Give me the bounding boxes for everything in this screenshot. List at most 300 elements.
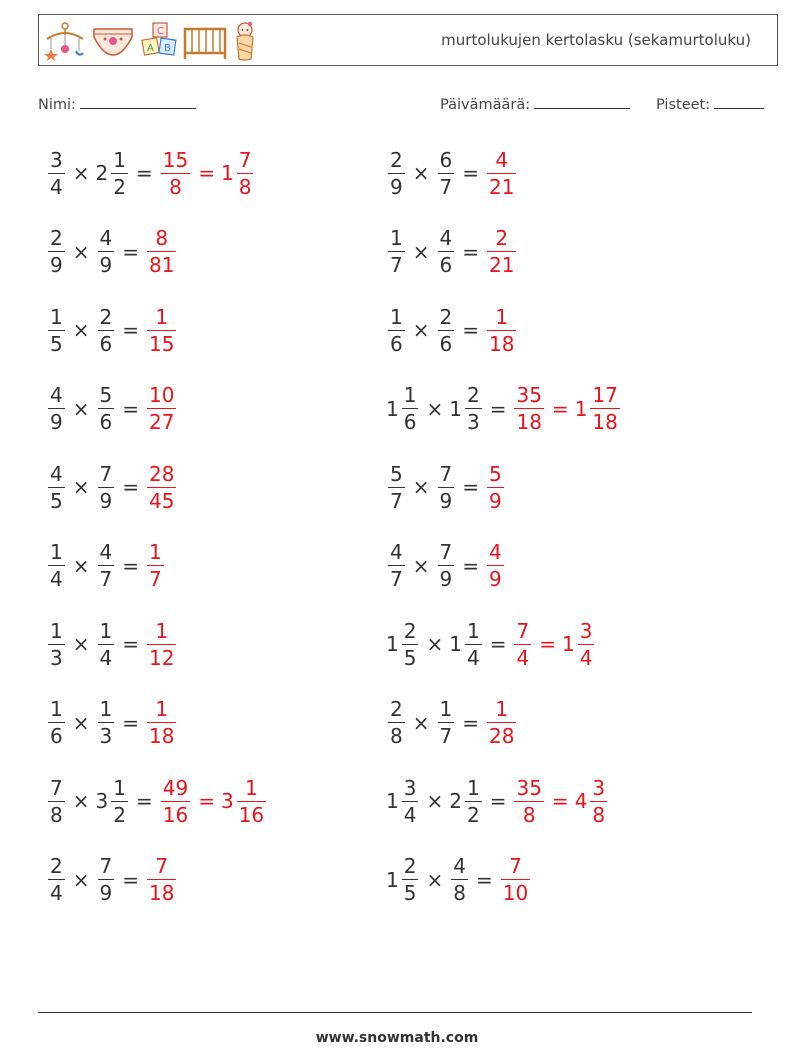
equals-sign: = (462, 239, 479, 264)
answer-fraction (514, 775, 543, 827)
equals-sign: = (122, 396, 139, 421)
numerator: 2 (403, 618, 417, 643)
problem-12 (386, 534, 506, 598)
footer-url[interactable]: www.snowmath.com (315, 1030, 479, 1046)
answer (512, 618, 596, 670)
problem-15 (46, 691, 178, 755)
first-factor-fraction (388, 461, 405, 513)
numerator: 2 (466, 383, 480, 407)
whole-number: 3 (220, 789, 234, 813)
second-factor (96, 618, 117, 670)
answer-equals-sign: = (551, 396, 569, 421)
answer (145, 542, 166, 589)
first-factor-fraction (48, 542, 65, 589)
problem-7 (46, 377, 178, 441)
numerator: 3 (50, 147, 63, 172)
first-factor-fraction (48, 228, 65, 275)
second-factor-fraction (98, 385, 115, 432)
numerator: 2 (50, 854, 63, 878)
denominator: 81 (149, 253, 175, 277)
denominator: 18 (489, 331, 515, 356)
denominator: 7 (99, 567, 113, 591)
numerator: 7 (238, 147, 252, 172)
numerator: 1 (149, 540, 162, 564)
equals-sign: = (122, 867, 139, 892)
answer-fraction (147, 542, 164, 589)
answer-fraction (487, 147, 516, 199)
denominator: 4 (99, 645, 113, 670)
numerator: 10 (149, 383, 175, 407)
answer-fraction (147, 385, 176, 432)
times-sign: × (412, 239, 430, 264)
date-field[interactable] (440, 94, 630, 113)
denominator: 7 (439, 724, 453, 748)
answer-mixed-number-fraction (590, 385, 619, 432)
numerator: 7 (439, 540, 453, 564)
second-factor-fraction (438, 699, 455, 746)
numerator: 1 (495, 304, 509, 329)
denominator: 4 (50, 881, 63, 905)
svg-text:A: A (147, 43, 154, 54)
name-blank[interactable] (80, 94, 196, 109)
numerator: 7 (516, 618, 530, 643)
problem-16 (386, 691, 518, 755)
answer (485, 461, 506, 513)
crib-icon (183, 21, 227, 61)
answer-fraction (487, 228, 516, 275)
numerator: 17 (592, 383, 618, 407)
whole-number: 1 (386, 396, 399, 421)
times-sign: × (412, 475, 430, 499)
answer-mixed-number (220, 775, 268, 827)
denominator: 9 (50, 253, 63, 277)
first-factor (46, 147, 67, 199)
numerator: 1 (390, 304, 403, 329)
first-factor-fraction (48, 699, 65, 746)
problem-4 (386, 220, 518, 284)
second-factor (96, 461, 117, 513)
denominator: 16 (238, 802, 265, 827)
numerator: 1 (50, 304, 63, 329)
second-factor (436, 461, 457, 513)
answer (145, 618, 178, 670)
second-factor (449, 775, 483, 827)
second-factor (95, 775, 130, 827)
second-factor (436, 304, 457, 356)
answer (159, 147, 256, 199)
equals-sign: = (122, 239, 139, 264)
first-factor-fraction (388, 542, 405, 589)
times-sign: × (412, 710, 430, 735)
denominator: 9 (439, 567, 453, 591)
numerator: 2 (495, 226, 509, 250)
numerator: 7 (155, 854, 169, 878)
equals-sign: = (462, 710, 479, 735)
numerator: 4 (99, 226, 113, 250)
denominator: 4 (516, 645, 530, 670)
denominator: 2 (113, 174, 126, 199)
first-factor (386, 699, 407, 746)
times-sign: × (412, 161, 430, 185)
numerator: 4 (50, 383, 63, 407)
denominator: 5 (403, 645, 417, 670)
numerator: 4 (453, 854, 466, 878)
numerator: 1 (155, 304, 169, 329)
second-factor-fraction (98, 618, 115, 670)
numerator: 1 (99, 618, 113, 643)
first-factor (46, 461, 67, 513)
first-factor (386, 461, 407, 513)
answer-fraction (514, 385, 543, 432)
first-factor-fraction (48, 304, 65, 356)
equals-sign: = (122, 475, 139, 499)
header-icons (43, 21, 259, 61)
second-factor-fraction (465, 775, 482, 827)
numerator: 1 (99, 697, 113, 721)
numerator: 6 (439, 147, 453, 172)
worksheet-header (38, 14, 778, 66)
problem-5 (46, 298, 178, 362)
denominator: 4 (403, 802, 417, 827)
first-factor-fraction (388, 699, 405, 746)
first-factor (46, 304, 67, 356)
answer-equals-sign: = (198, 789, 215, 813)
times-sign: × (72, 632, 90, 656)
denominator: 9 (489, 488, 502, 513)
denominator: 9 (99, 881, 113, 905)
first-factor (46, 775, 67, 827)
denominator: 6 (390, 331, 403, 356)
first-factor (386, 228, 407, 275)
first-factor (46, 856, 67, 903)
whole-number: 1 (386, 789, 399, 813)
second-factor-fraction (98, 699, 115, 746)
denominator: 6 (50, 724, 63, 748)
times-sign: × (72, 396, 90, 421)
first-factor-fraction (48, 385, 65, 432)
numerator: 7 (509, 854, 522, 878)
first-factor-fraction (48, 147, 65, 199)
answer-fraction (487, 542, 504, 589)
denominator: 3 (466, 410, 480, 434)
answer (512, 385, 621, 432)
first-factor-fraction (48, 618, 65, 670)
abc-blocks-icon (139, 21, 179, 61)
denominator: 7 (390, 488, 403, 513)
name-label: Nimi: (38, 97, 76, 113)
denominator: 3 (50, 645, 63, 670)
numerator: 7 (439, 461, 453, 486)
numerator: 2 (403, 854, 417, 878)
second-factor (96, 228, 117, 275)
numerator: 3 (403, 775, 417, 800)
denominator: 21 (489, 253, 515, 277)
second-factor-fraction (98, 542, 115, 589)
second-factor-fraction (438, 228, 455, 275)
swaddled-baby-icon (231, 21, 259, 61)
second-factor (436, 147, 457, 199)
times-sign: × (72, 318, 90, 342)
denominator: 21 (489, 174, 515, 199)
first-factor-fraction (48, 775, 65, 827)
equals-sign: = (462, 161, 479, 185)
second-factor-fraction (451, 856, 468, 903)
problem-19 (46, 848, 178, 912)
numerator: 1 (495, 697, 509, 721)
first-factor (386, 385, 420, 432)
second-factor-fraction (438, 461, 455, 513)
problem-11 (46, 534, 166, 598)
numerator: 1 (113, 147, 126, 172)
answer (485, 304, 518, 356)
whole-number: 1 (449, 632, 462, 656)
whole-number: 2 (95, 161, 109, 185)
second-factor-fraction (465, 385, 482, 432)
denominator: 4 (50, 174, 63, 199)
answer-fraction (514, 618, 531, 670)
first-factor (46, 385, 67, 432)
numerator: 7 (99, 854, 113, 878)
problem-14 (386, 612, 596, 676)
answer-fraction (147, 461, 176, 513)
denominator: 4 (579, 645, 593, 670)
answer (145, 385, 178, 432)
problem-13 (46, 612, 178, 676)
second-factor-fraction (465, 618, 482, 670)
numerator: 4 (50, 461, 63, 486)
whole-number: 1 (449, 396, 462, 421)
times-sign: × (72, 475, 90, 499)
whole-number: 1 (574, 396, 588, 421)
answer (145, 461, 178, 513)
answer (485, 147, 518, 199)
times-sign: × (412, 318, 430, 342)
denominator: 9 (99, 488, 113, 513)
equals-sign: = (489, 396, 507, 421)
second-factor (449, 385, 483, 432)
denominator: 4 (50, 567, 63, 591)
answer (499, 856, 532, 903)
problem-17 (46, 769, 268, 833)
answer (485, 699, 518, 746)
score-blank[interactable] (714, 94, 764, 109)
times-sign: × (72, 161, 90, 185)
answer-fraction (487, 461, 504, 513)
score-label: Pisteet: (656, 97, 711, 113)
answer-fraction (161, 147, 190, 199)
answer (485, 542, 506, 589)
answer-fraction (487, 304, 516, 356)
equals-sign: = (122, 710, 139, 735)
denominator: 8 (514, 801, 543, 825)
denominator: 10 (502, 881, 529, 905)
second-factor-fraction (438, 304, 455, 356)
numerator: 5 (489, 461, 502, 486)
numerator: 1 (155, 618, 169, 643)
second-factor (96, 856, 117, 903)
times-sign: × (72, 867, 90, 892)
answer-equals-sign: = (551, 789, 569, 813)
equals-sign: = (122, 632, 139, 656)
numerator: 4 (489, 540, 502, 564)
answer-fraction (147, 856, 176, 903)
numerator: 1 (390, 226, 403, 250)
denominator: 5 (50, 331, 63, 356)
second-factor-fraction (98, 304, 115, 356)
equals-sign: = (122, 318, 139, 342)
denominator: 8 (453, 881, 466, 905)
denominator: 7 (439, 174, 453, 199)
first-factor (46, 542, 67, 589)
first-factor (386, 304, 407, 356)
numerator: 1 (466, 775, 480, 800)
score-field[interactable] (656, 94, 764, 113)
problem-2 (386, 141, 518, 205)
problem-10 (386, 455, 506, 519)
denominator: 18 (149, 881, 175, 905)
numerator: 2 (50, 226, 63, 250)
first-factor (386, 542, 407, 589)
svg-text:B: B (164, 43, 171, 54)
answer (512, 775, 609, 827)
date-blank[interactable] (534, 94, 630, 109)
second-factor-fraction (438, 542, 455, 589)
second-factor (95, 147, 130, 199)
numerator: 3 (592, 775, 606, 800)
second-factor (436, 699, 457, 746)
numerator: 2 (439, 304, 453, 329)
denominator: 6 (439, 253, 453, 277)
denominator: 7 (149, 567, 162, 591)
answer-equals-sign: = (539, 632, 556, 656)
answer-mixed-number-fraction (237, 775, 266, 827)
answer-fraction (147, 699, 176, 746)
numerator: 49 (162, 775, 189, 800)
first-factor (386, 147, 407, 199)
numerator: 4 (99, 540, 113, 564)
numerator: 1 (403, 383, 417, 407)
times-sign: × (72, 710, 90, 735)
first-factor-fraction (402, 856, 419, 903)
answer-mixed-number (220, 147, 255, 199)
worksheet-title: murtolukujen kertolasku (sekamurtoluku) (441, 31, 751, 49)
first-factor (46, 618, 67, 670)
denominator: 8 (50, 802, 63, 827)
numerator: 1 (50, 697, 63, 721)
denominator: 5 (403, 881, 417, 905)
answer-mixed-number (574, 775, 609, 827)
svg-text:C: C (157, 26, 164, 37)
first-factor-fraction (48, 856, 65, 903)
answer-fraction (501, 856, 530, 903)
name-field[interactable] (38, 94, 196, 113)
first-factor-fraction (388, 228, 405, 275)
equals-sign: = (462, 318, 479, 342)
answer-mixed-number (561, 618, 596, 670)
denominator: 18 (516, 410, 542, 434)
first-factor-fraction (388, 304, 405, 356)
second-factor (449, 618, 483, 670)
problem-20 (386, 848, 532, 912)
denominator: 2 (466, 802, 480, 827)
numerator: 28 (149, 461, 175, 486)
times-sign: × (426, 396, 444, 421)
times-sign: × (412, 553, 430, 578)
numerator: 1 (155, 697, 169, 721)
denominator: 16 (162, 802, 189, 827)
numerator: 8 (155, 226, 169, 250)
numerator: 4 (390, 540, 403, 564)
problem-18 (386, 769, 609, 833)
equals-sign: = (122, 553, 139, 578)
denominator: 7 (390, 567, 403, 591)
denominator: 7 (390, 253, 403, 277)
denominator: 8 (238, 174, 252, 199)
second-factor (96, 304, 117, 356)
baby-mobile-icon (43, 21, 87, 61)
denominator: 8 (161, 173, 190, 197)
numerator: 4 (439, 226, 453, 250)
answer-fraction (487, 699, 516, 746)
denominator: 6 (99, 331, 113, 356)
denominator: 18 (592, 410, 618, 434)
numerator: 1 (245, 775, 258, 800)
denominator: 3 (99, 724, 113, 748)
denominator: 6 (403, 410, 417, 434)
answer-fraction (161, 775, 190, 827)
times-sign: × (72, 789, 90, 813)
numerator: 1 (113, 775, 126, 800)
whole-number: 3 (95, 789, 109, 813)
numerator: 3 (579, 618, 593, 643)
equals-sign: = (135, 161, 153, 185)
equals-sign: = (135, 789, 153, 813)
answer (145, 228, 178, 275)
equals-sign: = (475, 867, 493, 892)
footer-divider (38, 1012, 752, 1013)
numerator: 35 (516, 383, 542, 407)
second-factor-fraction (111, 775, 128, 827)
whole-number: 1 (386, 867, 399, 892)
problem-9 (46, 455, 178, 519)
times-sign: × (426, 867, 444, 892)
second-factor (96, 385, 117, 432)
denominator: 5 (50, 488, 63, 513)
second-factor (96, 542, 117, 589)
whole-number: 4 (574, 789, 588, 813)
denominator: 8 (592, 802, 606, 827)
denominator: 2 (113, 802, 126, 827)
first-factor-fraction (402, 385, 419, 432)
numerator: 5 (99, 383, 113, 407)
first-factor (386, 775, 420, 827)
numerator: 2 (390, 697, 403, 721)
numerator: 1 (50, 618, 63, 643)
first-factor-fraction (402, 775, 419, 827)
denominator: 9 (99, 253, 113, 277)
whole-number: 1 (220, 161, 234, 185)
numerator: 1 (439, 697, 453, 721)
first-factor-fraction (402, 618, 419, 670)
first-factor (46, 699, 67, 746)
answer-fraction (147, 618, 176, 670)
numerator: 7 (50, 775, 63, 800)
equals-sign: = (462, 475, 479, 499)
numerator: 7 (99, 461, 113, 486)
first-factor (386, 618, 420, 670)
denominator: 4 (466, 645, 480, 670)
equals-sign: = (462, 553, 479, 578)
